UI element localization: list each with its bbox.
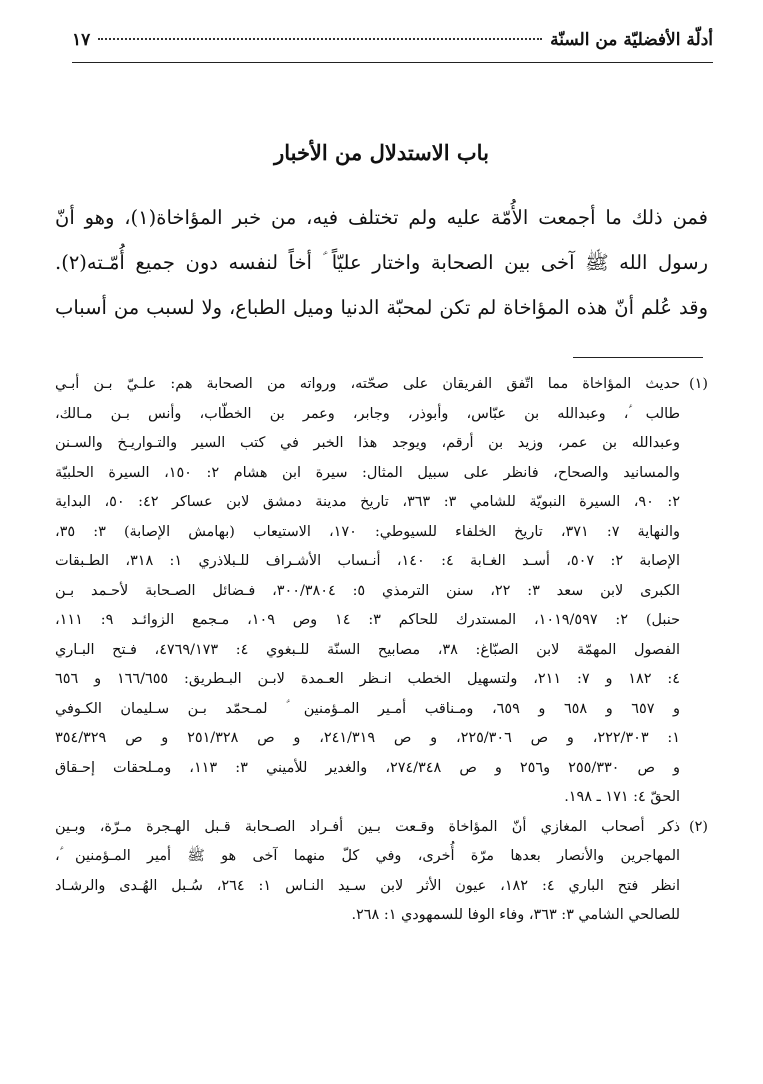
footnote-line: ٢: ٩٠، السيرة النبويّة للشامي ٣: ٣٦٣، تاريخ مدينة دمشق لابن عساكر ٤٢: ٥٠، البداية [55, 494, 680, 510]
main-text-line: فمن ذلك ما أجمعت الأُمّة عليه ولم تختلف فيه، من خبر المؤاخاة(١)، وهو أنّ [55, 206, 709, 229]
running-header [72, 30, 713, 63]
chapter-title: باب الاستدلال من الأخبار [274, 140, 489, 165]
footnote-number: (٢) [689, 818, 708, 835]
footnote-2 [55, 813, 708, 931]
footnote-line: حديث المؤاخاة مما اتّفق الفريقان على صحّته، ورواته من الصحابة هم: علـيّ بـن أبـي [55, 376, 680, 392]
footnote-line: طالب ؑ، وعبدالله بن عبّاس، وأبوذر، وجابر، وعمر بن الخطّاب، وأنس بـن مـالك، [55, 405, 680, 422]
footnote-line: الكبرى لابن سعد ٣: ٢٢، سنن الترمذي ٥: ٣٠٠/٣٨٠٤، فـضائل الصـحابة لأحـمد بـن [55, 582, 680, 599]
main-text [55, 195, 708, 330]
footnote-body [55, 813, 680, 931]
footnote-line: الفصول المهمّة لابن الصبّاغ: ٣٨، مصابيح السنّة للـبغوي ٤: ٤٧٦٩/١٧٣، فـتح البـاري [55, 641, 680, 658]
footnote-separator [573, 357, 703, 358]
footnote-line: والنهاية ٧: ٣٧١، تاريخ الخلفاء للسيوطي: ١٧٠، الاستيعاب (بهامش الإصابة) ٣: ٣٥، [55, 523, 680, 540]
footnote-line: ١: ٢٢٢/٣٠٣، و ص ٢٢٥/٣٠٦، و ص ٢٤١/٣١٩، و ص ٢٥١/٣٢٨ و ص ٣٥٤/٣٢٩ [55, 730, 681, 746]
footnote-line: الإصابة ٢: ٥٠٧، أسـد الغـابة ٤: ١٤٠، أنـساب الأشـراف للـبلاذري ١: ٣١٨، الطـبقات [55, 553, 680, 569]
footnote-line: ٤: ١٨٢ و ٧: ٢١١، ولتسهيل الخطب انـظر العـمدة لابـن البـطريق: ١٦٦/٦٥٥ و ٦٥٦ [55, 671, 680, 687]
header-leader-dots [98, 38, 542, 40]
footnote-body [55, 370, 680, 813]
main-text-line: وقد عُلم أنّ هذه المؤاخاة لم تكن لمحبّة الدنيا وميل الطباع، ولا لسبب من أسباب [55, 296, 708, 319]
page-number: ١٧ [72, 30, 91, 50]
main-text-line: رسول الله ﷺ آخى بين الصحابة واختار عليّاً ؑ أخاً لنفسه دون جميع أُمّـته(٢). [55, 251, 708, 274]
footnote-line: للصالحي الشامي ٣: ٣٦٣، وفاء الوفا للسمهودي ١: ٢٦٨. [351, 907, 680, 923]
footnote-line: وعبدالله بن عمر، وزيد بن أرقم، ويوجد هذا الخبر في كتب السير والتـواريـخ والسـنن [55, 435, 680, 451]
footnote-line: و ٦٥٧ و ٦٥٨ و ٦٥٩، ومـناقب أمـير المـؤمنين ؑ لمـحمّد بـن سـليمان الكـوفي [55, 700, 680, 717]
running-title: أدلّة الأفضليّة من السنّة [550, 30, 713, 50]
footnote-line: ذكر أصحاب المغازي أنّ المؤاخاة وقـعت بـين أفـراد الصـحابة قـبل الهـجرة مـرّة، وبـين [55, 818, 680, 835]
footnotes [55, 370, 708, 931]
footnote-1 [55, 370, 708, 813]
footnote-number: (١) [689, 376, 708, 392]
footnote-line: انظر فتح الباري ٤: ١٨٢، عيون الأثر لابن سـيد النـاس ١: ٢٦٤، سُـبل الهُـدى والرشـاد [55, 877, 680, 894]
footnote-line: و ص ٢٥٥/٣٣٠ و٢٥٦ و ص ٢٧٤/٣٤٨، والغدير للأميني ٣: ١١٣، ومـلحقات إحـقاق [55, 759, 680, 776]
footnote-line: والمسانيد والصحاح، فانظر على سبيل المثال: سيرة ابن هشام ٢: ١٥٠، السيرة الحلبيّة [55, 464, 680, 481]
footnote-line: حنبل) ٢: ١٠١٩/٥٩٧، المستدرك للحاكم ٣: ١٤ وص ١٠٩، مـجمع الزوائـد ٩: ١١١، [55, 612, 680, 628]
footnote-line: الحقّ ٤: ١٧١ ـ ١٩٨. [564, 789, 680, 805]
footnote-line: المهاجرين والأنصار بعدها مرّة أُخرى، وفي كلّ منهما آخى هو ﷺ أمير المـؤمنين ؑ، [55, 848, 680, 864]
